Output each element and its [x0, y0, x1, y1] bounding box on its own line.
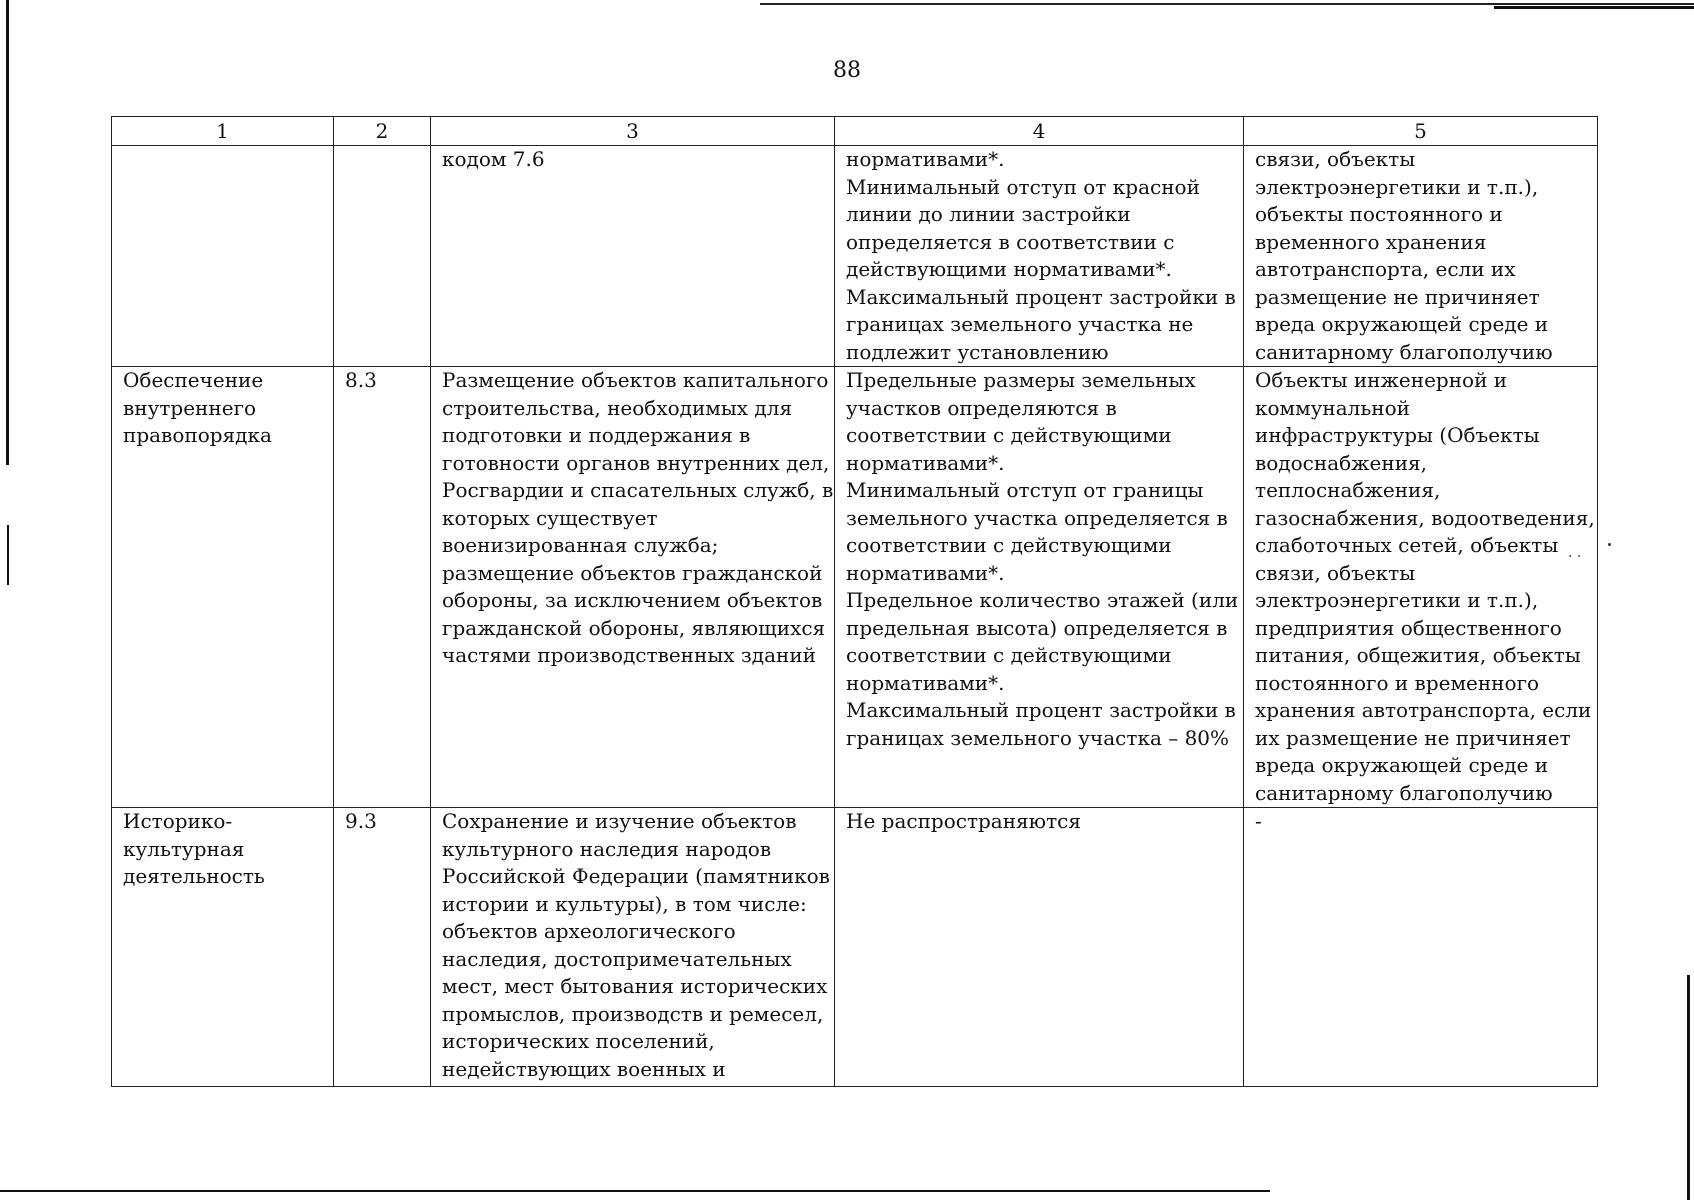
- cell-text-line: постоянного и временного: [1255, 670, 1540, 695]
- cell-text-line: электроэнергетики и т.п.),: [1255, 174, 1539, 199]
- scan-stray-mark: . .: [1568, 545, 1582, 561]
- cell-text-line: линии до линии застройки: [846, 202, 1131, 226]
- cell-text-line: хранения автотранспорта, если: [1255, 698, 1592, 722]
- cell-text-line: питания, общежития, объекты: [1255, 643, 1581, 667]
- scan-stray-dot: [1608, 543, 1611, 546]
- cell-text-line: размещение объектов гражданской: [442, 560, 823, 585]
- cell-text-line: гражданской обороны, являющихся: [442, 615, 826, 640]
- cell-text-line: теплоснабжения,: [1255, 478, 1441, 502]
- cell-text-line: Объекты инженерной и: [1255, 368, 1508, 392]
- cell-text-line: готовности органов внутренних дел,: [442, 450, 830, 475]
- cell-text-line: коммунальной: [1255, 395, 1410, 420]
- cell-text-line: временного хранения: [1255, 229, 1487, 254]
- zoning-table: [111, 116, 1598, 1087]
- cell-text-line: определяется в соответствии с: [846, 229, 1175, 254]
- cell-text-line: Не распространяются: [846, 809, 1081, 833]
- table-cell-use-description: [431, 808, 835, 1087]
- cell-text-line: военизированная служба;: [442, 533, 719, 557]
- cell-text-line: земельного участка определяется в: [846, 505, 1228, 530]
- cell-text-line: Российской Федерации (памятников: [442, 864, 830, 888]
- cell-text-line: соответствии с действующими: [846, 643, 1172, 667]
- cell-text-line: объектов археологического: [442, 919, 736, 943]
- cell-text-line: внутреннего: [123, 395, 257, 420]
- cell-text-line: газоснабжения, водоотведения,: [1255, 505, 1595, 530]
- cell-text-line: истории и культуры), в том числе:: [442, 891, 807, 916]
- cell-text-line: санитарному благополучию: [1255, 780, 1553, 805]
- cell-text-line: Максимальный процент застройки в: [846, 698, 1236, 722]
- cell-text-line: подлежит установлению: [846, 339, 1109, 364]
- cell-text-line: их размещение не причиняет: [1255, 725, 1571, 750]
- cell-text-line: которых существует: [442, 505, 658, 530]
- cell-text-line: инфраструктуры (Объекты: [1255, 423, 1540, 447]
- cell-text: 8.3: [345, 368, 377, 392]
- table-cell-use-code: [334, 808, 431, 1087]
- cell-text-line: деятельность: [123, 864, 265, 888]
- cell-text-line: Сохранение и изучение объектов: [442, 809, 797, 833]
- table-cell-use-code: [334, 367, 431, 808]
- column-header-1: 1: [112, 117, 334, 146]
- scan-edge-left-fragment: [7, 525, 9, 585]
- cell-text-line: Предельные размеры земельных: [846, 368, 1196, 392]
- cell-text-line: Максимальный процент застройки в: [846, 284, 1236, 309]
- cell-text-line: соответствии с действующими: [846, 533, 1172, 557]
- table-cell-use-name: [112, 367, 334, 808]
- page-number: 88: [833, 58, 861, 83]
- cell-text-line: нормативами*.: [846, 670, 1005, 695]
- scan-edge-bottom: [0, 1190, 1270, 1192]
- cell-text-line: подготовки и поддержания в: [442, 423, 751, 447]
- cell-text-line: объекты постоянного и: [1255, 202, 1503, 226]
- cell-text-line: культурного наследия народов: [442, 836, 772, 861]
- cell-text-line: электроэнергетики и т.п.),: [1255, 588, 1539, 612]
- cell-text-line: Обеспечение: [123, 368, 264, 392]
- cell-text-line: культурная: [123, 836, 245, 861]
- table-cell-parameters: [835, 367, 1244, 808]
- zoning-table-container: [111, 116, 1597, 1087]
- cell-text-line: автотранспорта, если их: [1255, 257, 1516, 281]
- table-cell-use-description: [431, 146, 835, 367]
- cell-text-line: размещение не причиняет: [1255, 284, 1540, 309]
- cell-text-line: правопорядка: [123, 423, 272, 447]
- cell-text-line: Минимальный отступ от красной: [846, 174, 1200, 199]
- cell-text-line: нормативами*.: [846, 147, 1005, 171]
- cell-text-line: предприятия общественного: [1255, 615, 1562, 640]
- table-cell-use-name: [112, 146, 334, 367]
- cell-text-line: связи, объекты: [1255, 560, 1416, 585]
- cell-text-line: водоснабжения,: [1255, 450, 1428, 475]
- cell-text-line: связи, объекты: [1255, 147, 1416, 171]
- cell-text-line: Росгвардии и спасательных служб, в: [442, 478, 834, 502]
- cell-text-line: недействующих военных и: [442, 1056, 726, 1081]
- cell-text-line: Минимальный отступ от границы: [846, 478, 1204, 502]
- cell-text-line: соответствии с действующими: [846, 423, 1172, 447]
- scan-edge-top-right: [1494, 6, 1694, 9]
- table-cell-parameters: [835, 808, 1244, 1087]
- cell-text-line: кодом 7.6: [442, 147, 545, 171]
- table-cell-auxiliary-uses: [1244, 808, 1598, 1087]
- cell-text-line: границах земельного участка – 80%: [846, 725, 1230, 750]
- cell-text-line: исторических поселений,: [442, 1029, 715, 1053]
- cell-text: 9.3: [345, 809, 377, 833]
- table-cell-use-name: [112, 808, 334, 1087]
- table-cell-parameters: [835, 146, 1244, 367]
- table-cell-use-description: [431, 367, 835, 808]
- cell-text-line: частями производственных зданий: [442, 643, 817, 667]
- cell-text-line: строительства, необходимых для: [442, 395, 793, 420]
- table-row: [112, 146, 1598, 367]
- cell-text-line: действующими нормативами*.: [846, 257, 1172, 281]
- cell-text-line: мест, мест бытования исторических: [442, 974, 828, 998]
- cell-text-line: участков определяются в: [846, 395, 1117, 420]
- table-cell-auxiliary-uses: [1244, 146, 1598, 367]
- cell-text-line: предельная высота) определяется в: [846, 615, 1228, 640]
- cell-text-line: вреда окружающей среде и: [1255, 753, 1549, 777]
- table-cell-use-code: [334, 146, 431, 367]
- cell-text-line: слаботочных сетей, объекты: [1255, 533, 1559, 557]
- cell-text-line: нормативами*.: [846, 560, 1005, 585]
- cell-text-line: вреда окружающей среде и: [1255, 312, 1549, 336]
- cell-text-line: Предельное количество этажей (или: [846, 588, 1239, 612]
- cell-text-line: санитарному благополучию: [1255, 339, 1553, 364]
- table-row: [112, 367, 1598, 808]
- cell-text-line: обороны, за исключением объектов: [442, 588, 823, 612]
- column-header-3: 3: [431, 117, 835, 146]
- cell-text-line: Историко-: [123, 809, 233, 833]
- scan-edge-top: [760, 3, 1694, 5]
- table-cell-auxiliary-uses: [1244, 367, 1598, 808]
- column-header-2: 2: [334, 117, 431, 146]
- column-header-5: 5: [1244, 117, 1598, 146]
- table-row: [112, 808, 1598, 1087]
- column-header-4: 4: [835, 117, 1244, 146]
- cell-text-line: промыслов, производств и ремесел,: [442, 1001, 824, 1026]
- scan-edge-right: [1687, 975, 1690, 1200]
- cell-text-line: границах земельного участка не: [846, 312, 1194, 336]
- cell-text-line: Размещение объектов капитального: [442, 368, 829, 392]
- cell-text-line: наследия, достопримечательных: [442, 946, 792, 971]
- cell-text-line: -: [1255, 809, 1262, 833]
- table-header-row: [112, 117, 1598, 146]
- cell-text-line: нормативами*.: [846, 450, 1005, 475]
